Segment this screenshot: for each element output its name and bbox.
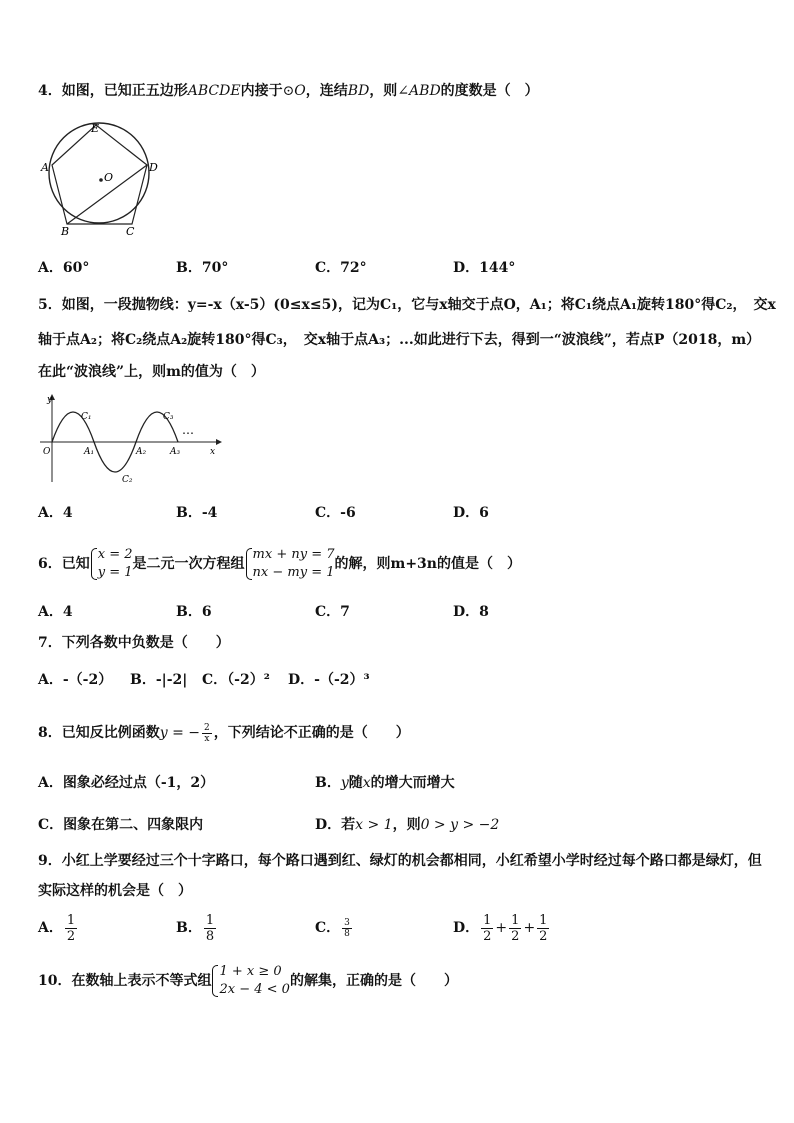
- q5-option-b[interactable]: B．-4: [176, 505, 218, 521]
- q5-stem-line2: 轴于点A₂；将C₂绕点A₂旋转180°得C₃， 交x轴于点A₃；...如此进行下去，得到一“波浪线”，若点P（2018，m）: [38, 332, 761, 348]
- q9-fraction-d1: $\frac{1}{2}$: [483, 912, 492, 944]
- a1-label: A₁: [84, 447, 95, 457]
- c2-label: C₂: [122, 475, 133, 484]
- axis-y-label: y: [47, 395, 53, 405]
- label-e: E: [91, 122, 100, 135]
- q6-equation-system: mx + ny = 7 nx − my = 1: [245, 546, 335, 582]
- label-a: A: [41, 161, 49, 174]
- q9-option-b[interactable]: B． $\frac{1}{8}$: [176, 912, 215, 944]
- q6-option-b[interactable]: B．6: [176, 604, 212, 620]
- q8-option-d[interactable]: D．若x > 1，则0 > y > −2: [315, 817, 500, 833]
- q4-option-d[interactable]: D．144°: [453, 260, 516, 276]
- q6-option-a[interactable]: A．4: [38, 604, 73, 620]
- q8-option-a[interactable]: A．图象必经过点（-1，2）: [38, 775, 215, 791]
- q6-solution-system: x = 2 y = 1: [90, 546, 133, 582]
- origin-label: O: [43, 447, 51, 457]
- q8-stem: 8．已知反比例函数y = − $\frac{2}{x}$ ，下列结论不正确的是（ ）: [38, 722, 410, 744]
- c3-label: C₃: [163, 412, 174, 422]
- q5-stem-line3: 在此“波浪线”上，则m的值为（ ）: [38, 364, 265, 380]
- label-d: D: [149, 161, 158, 174]
- q5-option-d[interactable]: D．6: [453, 505, 489, 521]
- q4-option-b[interactable]: B．70°: [176, 260, 229, 276]
- continuation-dots: …: [182, 423, 194, 437]
- q7-option-b[interactable]: B．-|-2|: [130, 672, 188, 688]
- q10-stem: 10．在数轴上表示不等式组 1 + x ≥ 0 2x − 4 < 0 的解集，正确的是（ ）: [38, 964, 458, 997]
- q7-option-a[interactable]: A．-（-2）: [38, 672, 113, 688]
- q9-option-d[interactable]: D． $\frac{1}{2}$ + $\frac{1}{2}$ + $\frac{1}{2}$: [453, 912, 548, 944]
- q6-option-d[interactable]: D．8: [453, 604, 489, 620]
- q9-fraction-d3: $\frac{1}{2}$: [539, 912, 548, 944]
- q4-pentagon-figure: [36, 118, 166, 238]
- a3-label: A₃: [170, 447, 181, 457]
- q8-fraction: $\frac{2}{x}$: [204, 722, 210, 744]
- q9-option-a[interactable]: A． $\frac{1}{2}$: [38, 912, 76, 944]
- q9-fraction-a: $\frac{1}{2}$: [66, 912, 76, 944]
- q9-stem-line2: 实际这样的机会是（ ）: [38, 883, 192, 899]
- label-o: O: [104, 171, 114, 184]
- q9-option-c[interactable]: C． $\frac{3}{8}$: [315, 917, 350, 939]
- q4-option-c[interactable]: C．72°: [315, 260, 367, 276]
- q5-option-c[interactable]: C．-6: [315, 505, 356, 521]
- q9-stem-line1: 9．小红上学要经过三个十字路口，每个路口遇到红、绿灯的机会都相同，小红希望小学时经过每个路口都是绿灯，但: [38, 853, 762, 869]
- axis-x-label: x: [210, 447, 216, 457]
- c1-label: C₁: [81, 412, 92, 422]
- q10-inequality-system: 1 + x ≥ 0 2x − 4 < 0: [211, 963, 289, 999]
- q7-option-c[interactable]: C．（-2）²: [202, 672, 270, 688]
- q8-option-b[interactable]: B．y随x的增大而增大: [315, 775, 455, 791]
- q6-stem: 6．已知 x = 2 y = 1 是二元一次方程组 mx + ny = 7 nx − my = 1 的解，则m+3n的值是（ ）: [38, 547, 521, 580]
- q9-fraction-d2: $\frac{1}{2}$: [511, 912, 520, 944]
- a2-label: A₂: [136, 447, 147, 457]
- q5-wave-figure: [36, 392, 226, 484]
- q5-option-a[interactable]: A．4: [38, 505, 73, 521]
- q4-stem: 4．如图，已知正五边形ABCDE内接于⊙O，连结BD，则∠ABD的度数是（ ）: [38, 83, 539, 99]
- q4-option-a[interactable]: A．60°: [38, 260, 90, 276]
- q7-stem: 7．下列各数中负数是（ ）: [38, 635, 230, 651]
- q7-option-d[interactable]: D．-（-2）³: [288, 672, 370, 688]
- q9-fraction-c: $\frac{3}{8}$: [344, 917, 350, 939]
- q9-fraction-b: $\frac{1}{8}$: [205, 912, 215, 944]
- label-b: B: [61, 225, 70, 238]
- q8-option-c[interactable]: C．图象在第二、四象限内: [38, 817, 204, 833]
- label-c: C: [126, 225, 135, 238]
- q5-stem-line1: 5．如图，一段抛物线：y=-x（x-5）(0≤x≤5)，记为C₁，它与x轴交于点O，A₁；将C₁绕点A₁旋转180°得C₂， 交x: [38, 297, 776, 313]
- q6-option-c[interactable]: C．7: [315, 604, 350, 620]
